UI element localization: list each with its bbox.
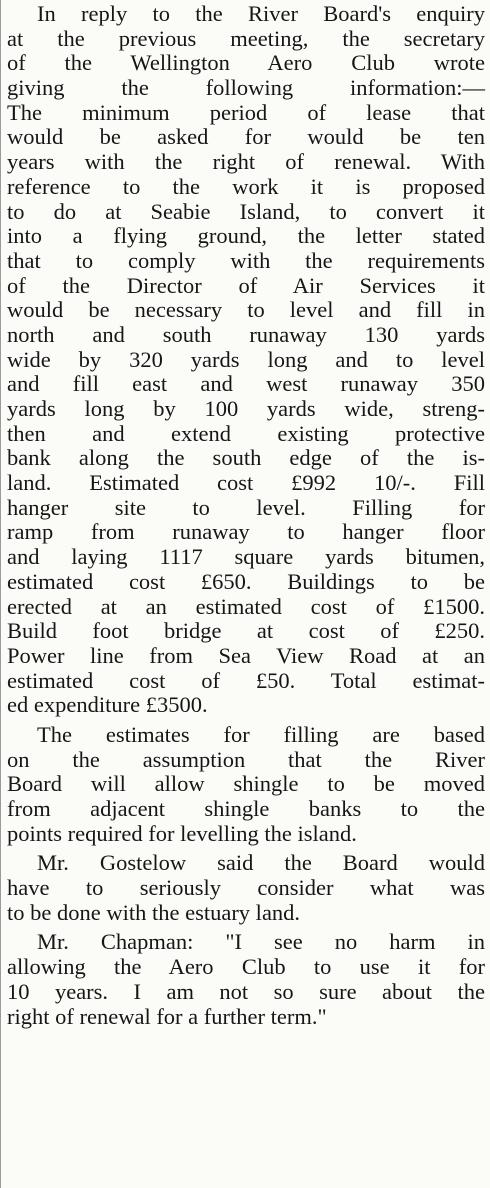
text-line: points required for levelling the island. [7, 820, 357, 846]
text-line: into a flying ground, the letter stated [7, 223, 485, 249]
text-line: allowing the Aero Club to use it for [7, 954, 485, 980]
text-line: from adjacent shingle banks to the [7, 796, 485, 821]
text-line: would be asked for would be ten [7, 124, 485, 150]
article-body [7, 2, 485, 1029]
article-paragraph [7, 2, 485, 718]
text-line: right of renewal for a further term." [7, 1003, 327, 1029]
text-line: The minimum period of lease that [7, 99, 485, 125]
text-line: and laying 1117 square yards bitumen, [7, 544, 485, 570]
text-line: yards long by 100 yards wide, streng- [7, 396, 485, 421]
text-line: and fill east and west runaway 350 [7, 371, 485, 397]
text-line: estimated cost of £50. Total estimat- [7, 667, 485, 693]
text-line: Mr. Chapman: "I see no harm in [37, 929, 485, 955]
article-paragraph [7, 723, 485, 846]
text-line: Board will allow shingle to be moved [7, 771, 485, 797]
text-line: land. Estimated cost £992 10/-. Fill [7, 470, 485, 496]
text-line: then and extend existing protective [7, 420, 485, 446]
text-line: 10 years. I am not so sure about the [7, 978, 485, 1004]
text-line: In reply to the River Board's enquiry [37, 1, 485, 26]
text-line: would be necessary to level and fill in [7, 297, 485, 323]
text-line: wide by 320 yards long and to level [7, 346, 485, 372]
article-paragraph [7, 930, 485, 1029]
text-line: bank along the south edge of the is- [7, 445, 485, 471]
text-line: Build foot bridge at cost of £250. [7, 618, 485, 644]
text-line: Mr. Gostelow said the Board would [37, 850, 485, 876]
text-line: ramp from runaway to hanger floor [7, 519, 485, 545]
text-line: that to comply with the requirements [7, 247, 485, 273]
text-line: at the previous meeting, the secretary [7, 25, 485, 51]
text-line: have to seriously consider what was [7, 875, 485, 901]
text-line: of the Director of Air Services it [7, 272, 485, 298]
text-line: The estimates for filling are based [37, 721, 485, 747]
text-line: to be done with the estuary land. [7, 899, 301, 925]
text-line: on the assumption that the River [7, 746, 485, 772]
text-line: to do at Seabie Island, to convert it [7, 198, 485, 224]
article-paragraph [7, 851, 485, 925]
text-line: north and south runaway 130 yards [7, 321, 485, 347]
text-line: giving the following information:— [7, 75, 485, 101]
text-line: estimated cost £650. Buildings to be [7, 568, 485, 594]
text-line: Power line from Sea View Road at an [7, 642, 485, 668]
text-line: hanger site to level. Filling for [7, 494, 485, 520]
text-line: reference to the work it is proposed [7, 173, 485, 199]
text-line: ed expenditure £3500. [7, 692, 208, 718]
text-line: years with the right of renewal. With [7, 149, 485, 175]
text-line: of the Wellington Aero Club wrote [7, 50, 485, 76]
text-line: erected at an estimated cost of £1500. [7, 593, 485, 619]
